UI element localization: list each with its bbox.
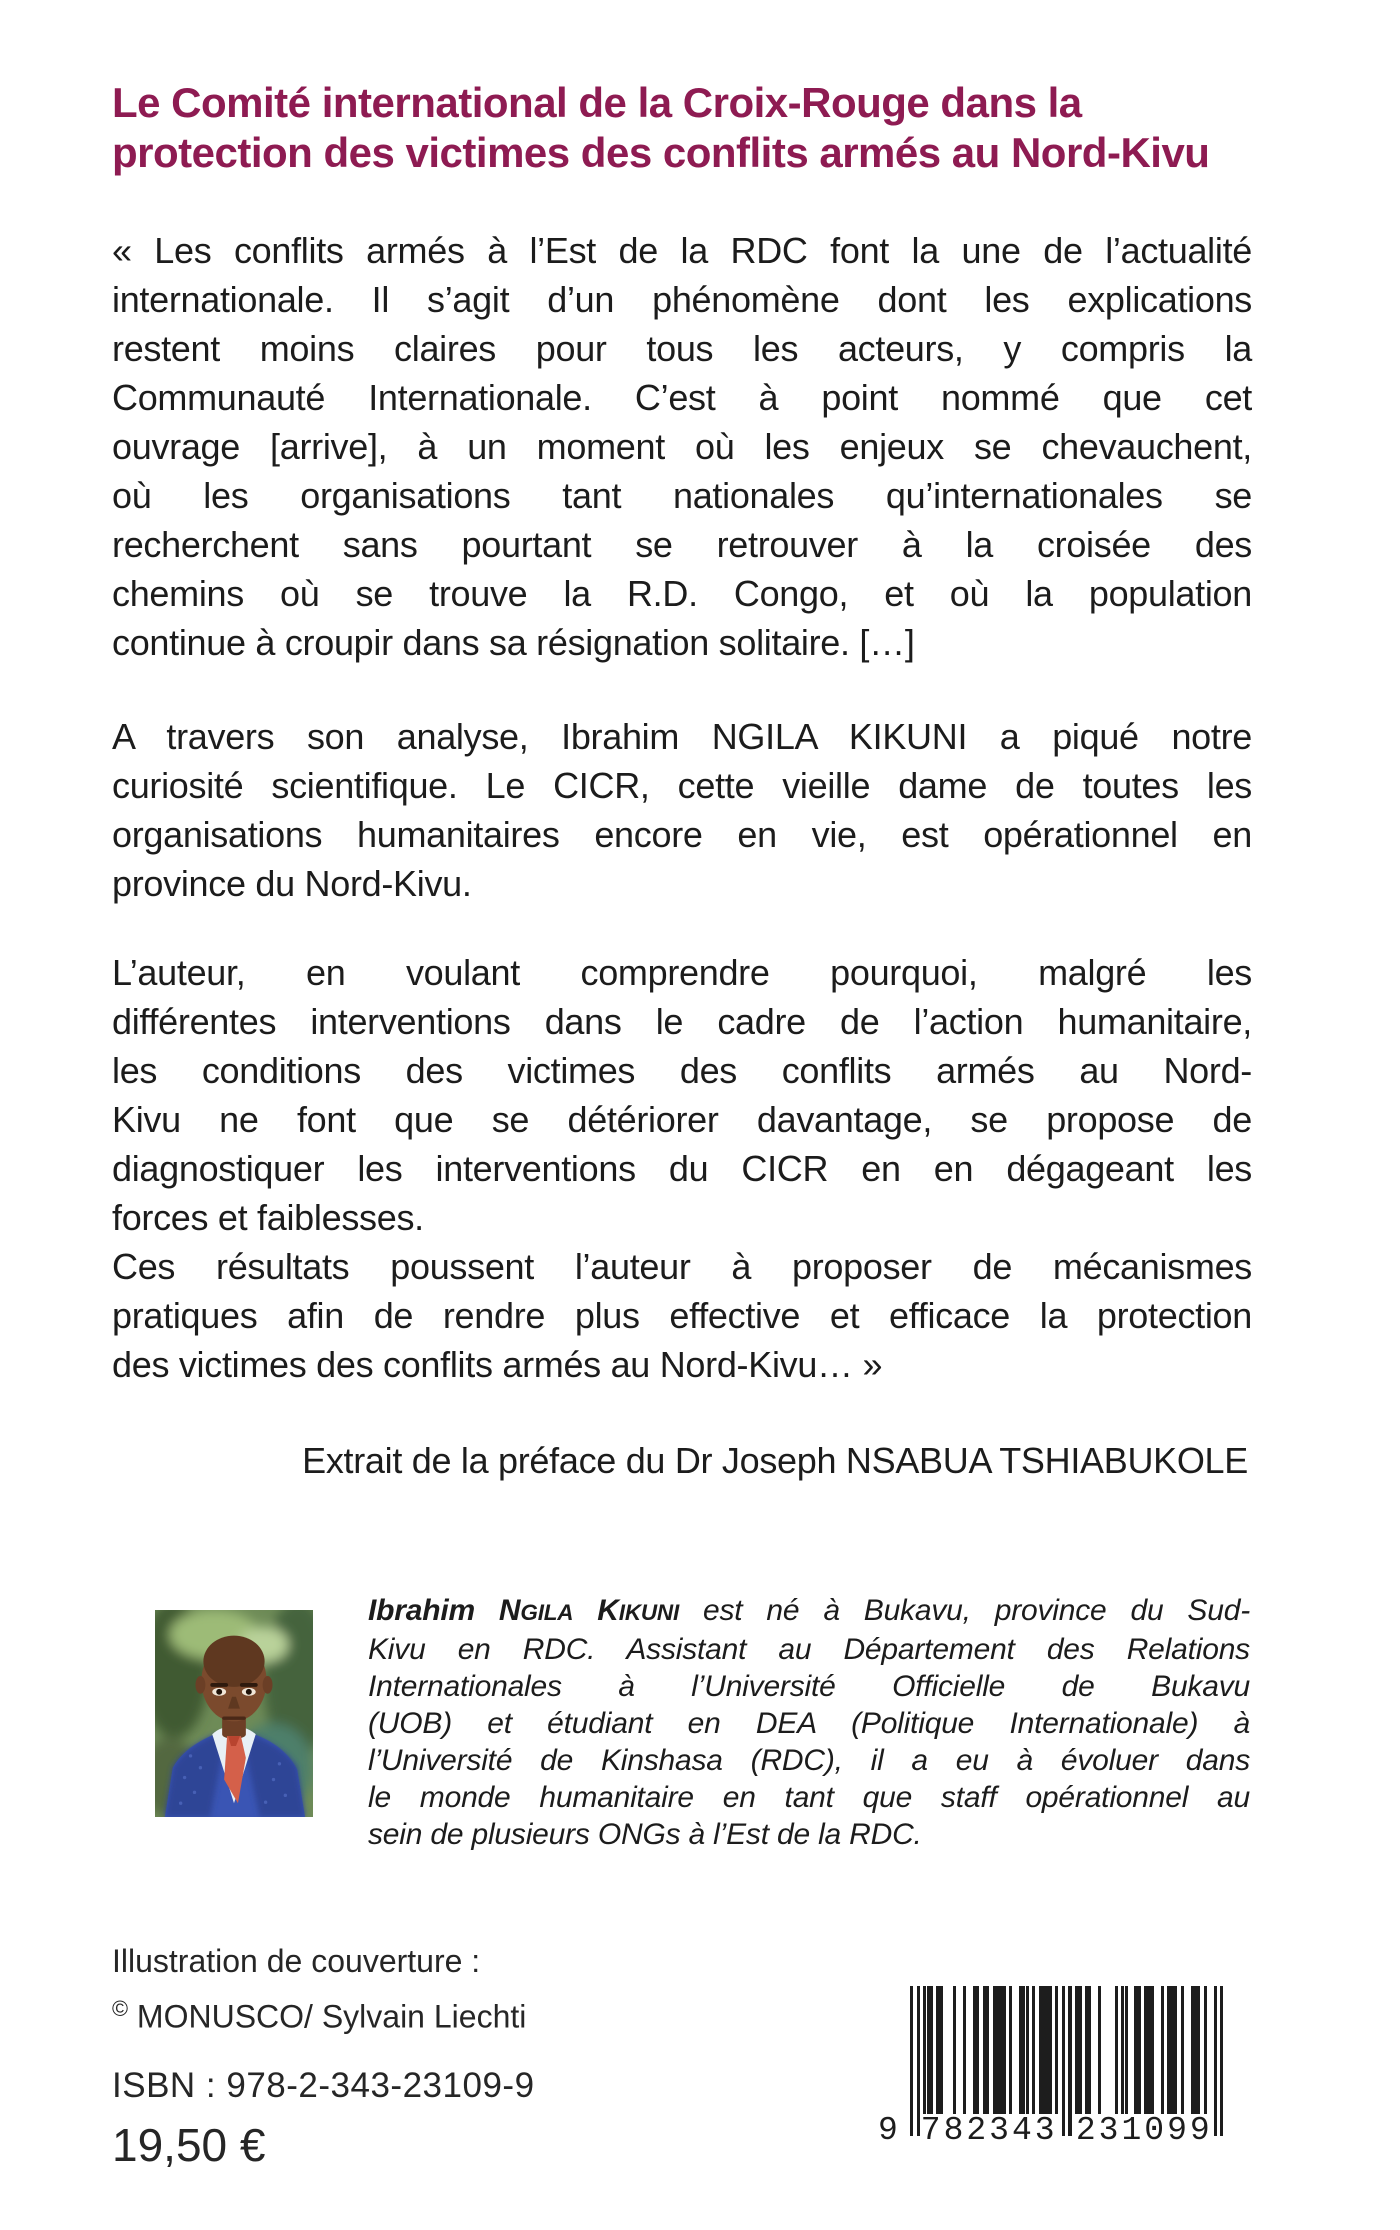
barcode-digit-lead: 9 <box>878 2112 898 2149</box>
text-line: A travers son analyse, Ibrahim NGILA KIKUNI a piqué notre <box>112 716 1252 757</box>
text-line: (UOB) et étudiant en DEA (Politique Internationale) à <box>368 1707 1250 1740</box>
barcode-digits-left: 782343 <box>920 2112 1058 2149</box>
barcode <box>880 1986 1220 2166</box>
text-line: L’auteur, en voulant comprendre pourquoi, malgré les <box>112 952 1252 993</box>
text-line: où les organisations tant nationales qu’internationales se <box>112 475 1252 516</box>
barcode-bar <box>1174 1986 1177 2114</box>
text-line: Internationales à l’Université Officielle de Bukavu <box>368 1670 1250 1703</box>
barcode-bar <box>1062 1986 1065 2136</box>
barcode-bar <box>1125 1986 1128 2114</box>
text-line: chemins où se trouve la R.D. Congo, et où la population <box>112 573 1252 614</box>
text-line: « Les conflits armés à l’Est de la RDC font la une de l’actualité <box>112 230 1252 271</box>
text-line: les conditions des victimes des conflits armés au Nord- <box>112 1050 1252 1091</box>
isbn-text: ISBN : 978-2-343-23109-9 <box>112 2066 535 2105</box>
cover-credit-name: © MONUSCO/ Sylvain Liechti <box>112 1996 527 2035</box>
text-line: internationale. Il s’agit d’un phénomène dont les explications <box>112 279 1252 320</box>
author-portrait-illustration <box>155 1610 313 1817</box>
text-line: province du Nord-Kivu. <box>112 863 472 904</box>
book-title <box>112 78 1257 178</box>
text-line: Kivu ne font que se détériorer davantage, se propose de <box>112 1099 1252 1140</box>
quote-paragraph-3 <box>112 948 1252 1389</box>
text-line: recherchent sans pourtant se retrouver à la croisée des <box>112 524 1252 565</box>
barcode-bar <box>1009 1986 1012 2114</box>
text-line: organisations humanitaires encore en vie, est opérationnel en <box>112 814 1252 855</box>
text-line: Kivu en RDC. Assistant au Département des Relations <box>368 1633 1250 1666</box>
barcode-bar <box>1197 1986 1200 2114</box>
barcode-bar <box>1204 1986 1207 2114</box>
barcode-bar <box>1220 1986 1223 2136</box>
barcode-bar <box>953 1986 956 2114</box>
barcode-bar <box>1098 1986 1101 2114</box>
barcode-bar <box>1088 1986 1091 2114</box>
text-line: le monde humanitaire en tant que staff opérationnel au <box>368 1781 1250 1814</box>
cover-credit-label: Illustration de couverture : <box>112 1943 481 1979</box>
barcode-bar <box>1055 1986 1058 2114</box>
author-bio-lines <box>368 1631 1250 1853</box>
quote-paragraph-1 <box>112 226 1252 667</box>
barcode-bar <box>930 1986 933 2114</box>
preface-credit: Extrait de la préface du Dr Joseph NSABUA TSHIABUKOLE <box>302 1440 1248 1481</box>
barcode-bar <box>910 1986 913 2136</box>
barcode-bar <box>1032 1986 1035 2114</box>
text-line: curiosité scientifique. Le CICR, cette vieille dame de toutes les <box>112 765 1252 806</box>
text-line: pratiques afin de rendre plus effective et efficace la protection <box>112 1295 1252 1336</box>
text-line: des victimes des conflits armés au Nord-Kivu… » <box>112 1344 883 1385</box>
barcode-bar <box>1115 1986 1118 2114</box>
barcode-bar <box>1181 1986 1184 2114</box>
text-line: Le Comité international de la Croix-Rouge dans la <box>112 79 1082 126</box>
barcode-digits-right: 231099 <box>1075 2112 1213 2149</box>
barcode-bar <box>1214 1986 1217 2136</box>
text-line: protection des victimes des conflits armés au Nord-Kivu <box>112 129 1210 176</box>
barcode-bar <box>1026 1986 1029 2114</box>
author-name: Ibrahim NGILA KIKUNI <box>368 1594 680 1627</box>
barcode-bar <box>986 1986 989 2114</box>
text-line: continue à croupir dans sa résignation solitaire. […] <box>112 622 915 663</box>
barcode-bar <box>1049 1986 1052 2114</box>
copyright-symbol: © <box>112 1996 129 2021</box>
author-photo <box>155 1610 313 1817</box>
barcode-bar <box>1138 1986 1141 2114</box>
text-line: ouvrage [arrive], à un moment où les enjeux se chevauchent, <box>112 426 1252 467</box>
barcode-bar <box>1002 1986 1005 2114</box>
text-line: sein de plusieurs ONGs à l’Est de la RDC. <box>368 1818 922 1851</box>
author-bio-line-1 <box>368 1592 1250 1631</box>
barcode-bar <box>976 1986 979 2114</box>
text-line: différentes interventions dans le cadre de l’action humanitaire, <box>112 1001 1252 1042</box>
price-text: 19,50 € <box>112 2119 266 2171</box>
cover-illustration-credit <box>112 1938 526 2041</box>
text-line: Ces résultats poussent l’auteur à proposer de mécanismes <box>112 1246 1252 1287</box>
barcode-bar <box>963 1986 966 2114</box>
barcode-bar <box>1151 1986 1154 2114</box>
author-bio-line1-rest: est né à Bukavu, province du Sud- <box>679 1594 1250 1627</box>
text-line: Communauté Internationale. C’est à point nommé que cet <box>112 377 1252 418</box>
quote-paragraph-2 <box>112 712 1252 908</box>
barcode-bar <box>940 1986 943 2114</box>
barcode-bar <box>1068 1986 1071 2136</box>
text-line: diagnostiquer les interventions du CICR en en dégageant les <box>112 1148 1252 1189</box>
author-bio <box>368 1592 1250 1853</box>
barcode-bar <box>1161 1986 1164 2114</box>
text-line: l’Université de Kinshasa (RDC), il a eu à évoluer dans <box>368 1744 1250 1777</box>
text-line: forces et faiblesses. <box>112 1197 424 1238</box>
barcode-bar <box>1078 1986 1081 2114</box>
text-line: restent moins claires pour tous les acteurs, y compris la <box>112 328 1252 369</box>
